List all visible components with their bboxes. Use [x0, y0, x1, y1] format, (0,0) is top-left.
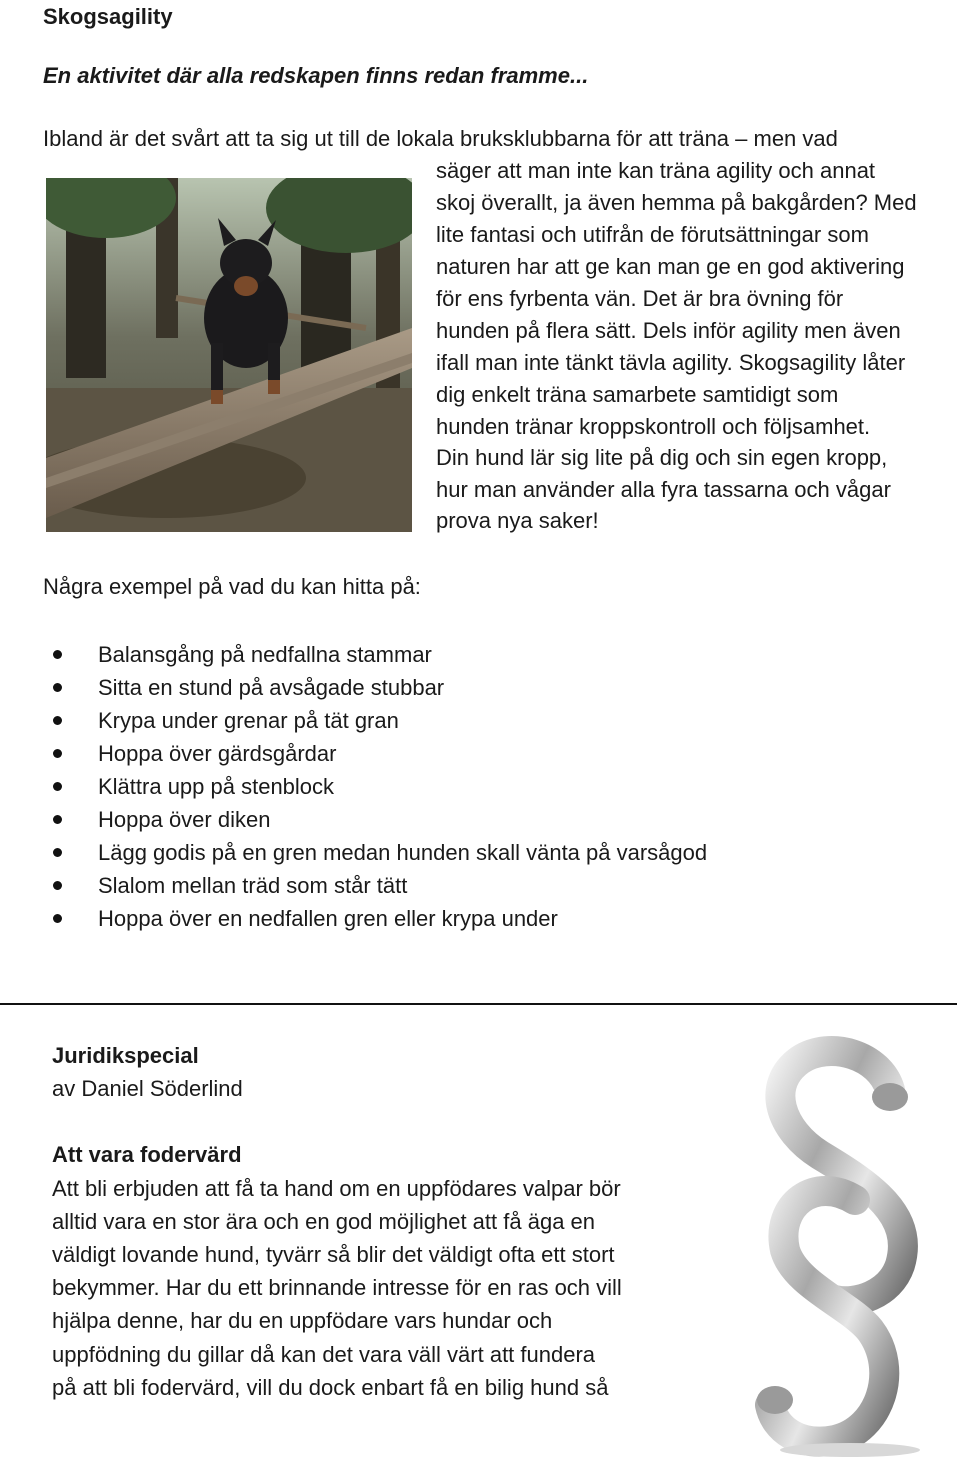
body-line: säger att man inte kan träna agility och annat [436, 158, 876, 183]
body-line: skoj överallt, ja även hemma på bakgården? Med [436, 190, 917, 215]
list-item: Hoppa över diken [50, 803, 707, 836]
body-line: hur man använder alla fyra tassarna och vågar [436, 477, 891, 502]
bullet-icon [53, 881, 62, 890]
article-title: Skogsagility [43, 4, 173, 29]
bullet-icon [53, 815, 62, 824]
bullet-icon [53, 848, 62, 857]
list-item: Sitta en stund på avsågade stubbar [50, 671, 707, 704]
body-line: ifall man inte tänkt tävla agility. Skogsagility låter [436, 350, 906, 375]
body-line: hjälpa denne, har du en uppfödare vars hundar och [52, 1308, 553, 1333]
body-line: väldigt lovande hund, tyvärr så blir det väldigt ofta ett stort [52, 1242, 615, 1267]
byline: av Daniel Söderlind [52, 1076, 243, 1101]
list-item: Lägg godis på en gren medan hunden skall vänta på varsågod [50, 836, 707, 869]
dog-photo [46, 178, 412, 532]
section-title: Juridikspecial [52, 1043, 199, 1068]
article-subtitle: En aktivitet där alla redskapen finns redan framme... [43, 63, 589, 88]
list-item: Klättra upp på stenblock [50, 770, 707, 803]
intro-line: Ibland är det svårt att ta sig ut till de lokala bruksklubbarna för att träna – men vad [43, 126, 838, 151]
body-line: Din hund lär sig lite på dig och sin egen kropp, [436, 445, 888, 470]
body-line: dig enkelt träna samarbete samtidigt som [436, 382, 839, 407]
paragraph-symbol-icon [740, 1035, 950, 1460]
body-line: alltid vara en stor ära och en god möjlighet att få äga en [52, 1209, 596, 1234]
list-item: Balansgång på nedfallna stammar [50, 638, 707, 671]
body-line: prova nya saker! [436, 508, 599, 533]
article-heading: Att vara fodervärd [52, 1142, 242, 1167]
bullet-icon [53, 749, 62, 758]
body-line: på att bli fodervärd, vill du dock enbart få en bilig hund så [52, 1375, 609, 1400]
examples-heading: Några exempel på vad du kan hitta på: [43, 574, 421, 599]
body-line: uppfödning du gillar då kan det vara väll värt att fundera [52, 1342, 596, 1367]
examples-list [50, 638, 707, 935]
body-line: lite fantasi och utifrån de förutsättningar som [436, 222, 869, 247]
bullet-icon [53, 914, 62, 923]
section-divider [0, 1003, 957, 1005]
list-item: Hoppa över gärdsgårdar [50, 737, 707, 770]
body-line: Att bli erbjuden att få ta hand om en uppfödares valpar bör [52, 1176, 621, 1201]
bullet-icon [53, 650, 62, 659]
list-item: Krypa under grenar på tät gran [50, 704, 707, 737]
body-line: bekymmer. Har du ett brinnande intresse för en ras och vill [52, 1275, 622, 1300]
body-line: för ens fyrbenta vän. Det är bra övning för [436, 286, 844, 311]
list-item: Hoppa över en nedfallen gren eller krypa under [50, 902, 707, 935]
body-line: naturen har att ge kan man ge en god aktivering [436, 254, 905, 279]
body-line: hunden tränar kroppskontroll och följsamhet. [436, 414, 871, 439]
bullet-icon [53, 782, 62, 791]
bullet-icon [53, 683, 62, 692]
list-item: Slalom mellan träd som står tätt [50, 869, 707, 902]
body-line: hunden på flera sätt. Dels inför agility men även [436, 318, 901, 343]
bullet-icon [53, 716, 62, 725]
